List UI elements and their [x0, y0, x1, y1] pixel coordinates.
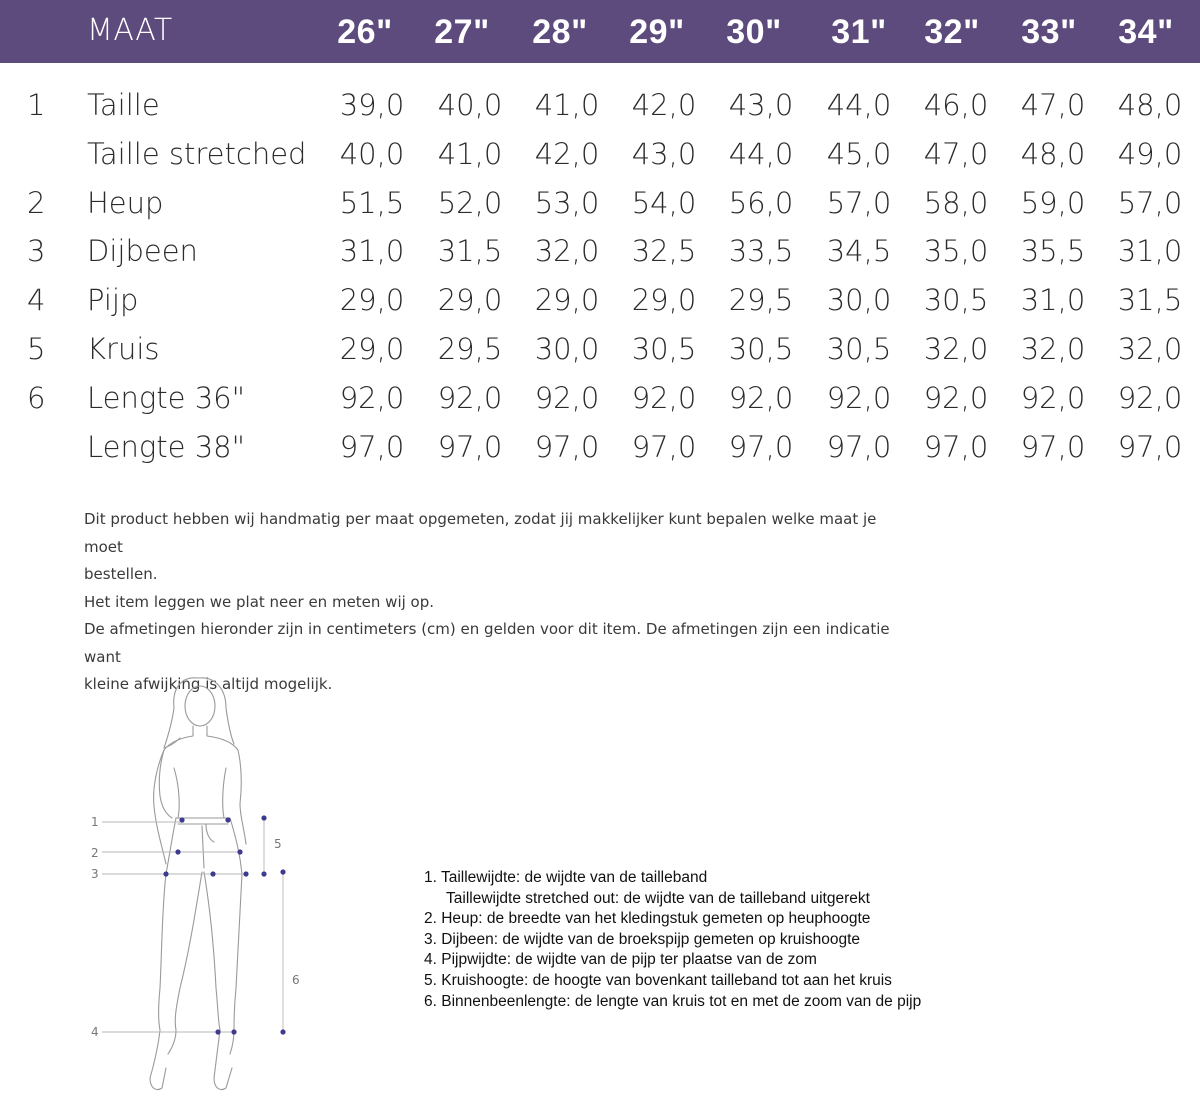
- size-column-34: 34": [1118, 13, 1174, 51]
- table-cell: 92,0: [923, 380, 989, 415]
- table-cell: 29,5: [437, 332, 503, 366]
- row-label: Heup: [87, 185, 164, 220]
- size-column-31: 31": [831, 13, 887, 51]
- size-column-32: 32": [924, 13, 980, 51]
- table-cell: 30,0: [826, 283, 892, 318]
- table-cell: 57,0: [826, 185, 892, 220]
- table-cell: 59,0: [1020, 185, 1086, 220]
- table-cell: 29,5: [728, 283, 794, 318]
- table-cell: 97,0: [728, 429, 794, 464]
- table-cell: 29,0: [339, 332, 405, 366]
- table-cell: 41,0: [437, 136, 503, 171]
- table-cell: 45,0: [826, 136, 892, 171]
- legend-item: 6. Binnenbeenlengte: de lengte van kruis tot en met de zoom van de pijp: [424, 992, 922, 1010]
- table-cell: 92,0: [631, 380, 697, 415]
- row-number: 5: [27, 332, 46, 366]
- table-cell: 48,0: [1117, 88, 1183, 122]
- figure-marker-1: 1: [91, 815, 99, 829]
- size-header-label: MAAT: [87, 13, 173, 48]
- table-cell: 52,0: [437, 185, 503, 220]
- table-cell: 43,0: [631, 136, 697, 171]
- table-cell: 92,0: [728, 380, 794, 415]
- table-cell: 51,5: [339, 185, 405, 220]
- table-cell: 54,0: [631, 185, 697, 220]
- table-cell: 32,0: [1117, 332, 1183, 366]
- table-cell: 97,0: [923, 429, 989, 464]
- row-label: Dijbeen: [87, 234, 198, 269]
- row-number: 6: [27, 380, 46, 415]
- table-cell: 29,0: [339, 283, 405, 318]
- table-cell: 30,0: [534, 332, 600, 366]
- note-line: bestellen.: [84, 565, 158, 583]
- table-cell: 31,0: [1117, 234, 1183, 269]
- note-line: Dit product hebben wij handmatig per maat opgemeten, zodat jij makkelijker kunt bepalen welke maat je moet: [84, 510, 877, 556]
- table-cell: 57,0: [1117, 185, 1183, 220]
- table-cell: 92,0: [1020, 380, 1086, 415]
- figure-marker-3: 3: [91, 867, 99, 881]
- row-label: Kruis: [87, 332, 160, 366]
- legend-item: 3. Dijbeen: de wijdte van de broekspijp gemeten op kruishoogte: [424, 930, 860, 948]
- table-cell: 97,0: [339, 429, 405, 464]
- table-cell: 97,0: [631, 429, 697, 464]
- row-label: Taille: [87, 88, 160, 122]
- table-row: [0, 234, 1200, 283]
- table-cell: 30,5: [923, 283, 989, 318]
- legend-item: 5. Kruishoogte: de hoogte van bovenkant tailleband tot aan het kruis: [424, 971, 892, 989]
- table-cell: 49,0: [1117, 136, 1183, 171]
- table-cell: 97,0: [1117, 429, 1183, 464]
- table-cell: 39,0: [339, 88, 405, 122]
- table-cell: 47,0: [1020, 88, 1086, 122]
- table-cell: 40,0: [339, 136, 405, 171]
- table-cell: 40,0: [437, 88, 503, 122]
- row-number: 4: [27, 283, 46, 318]
- table-cell: 31,0: [339, 234, 405, 269]
- table-cell: 31,5: [1117, 283, 1183, 318]
- table-cell: 34,5: [826, 234, 892, 269]
- legend-item: 4. Pijpwijdte: de wijdte van de pijp ter plaatse van de zom: [424, 951, 817, 969]
- table-cell: 56,0: [728, 185, 794, 220]
- table-cell: 30,5: [631, 332, 697, 366]
- size-column-27: 27": [434, 13, 490, 51]
- table-cell: 48,0: [1020, 136, 1086, 171]
- row-number: 3: [27, 234, 46, 269]
- table-cell: 92,0: [339, 380, 405, 415]
- table-cell: 31,5: [437, 234, 503, 269]
- table-cell: 43,0: [728, 88, 794, 122]
- table-cell: 32,0: [1020, 332, 1086, 366]
- table-cell: 32,0: [923, 332, 989, 366]
- note-line: kleine afwijking is altijd mogelijk.: [84, 675, 333, 693]
- row-number: 2: [27, 185, 46, 220]
- table-row: [0, 332, 1200, 381]
- table-cell: 92,0: [1117, 380, 1183, 415]
- row-label: Lengte 36": [87, 380, 245, 415]
- table-cell: 29,0: [534, 283, 600, 318]
- measurement-figure-illustration: [80, 668, 320, 1098]
- table-cell: 44,0: [826, 88, 892, 122]
- table-cell: 47,0: [923, 136, 989, 171]
- table-row: [0, 186, 1200, 235]
- table-cell: 42,0: [534, 136, 600, 171]
- note-line: Het item leggen we plat neer en meten wij op.: [84, 592, 435, 611]
- table-cell: 35,5: [1020, 234, 1086, 269]
- table-cell: 46,0: [923, 88, 989, 122]
- table-cell: 92,0: [437, 380, 503, 415]
- note-line: De afmetingen hieronder zijn in centimeters (cm) en gelden voor dit item. De afmetingen zijn een indicatie want: [84, 620, 890, 666]
- table-cell: 31,0: [1020, 283, 1086, 318]
- legend-item: 1. Taillewijdte: de wijdte van de tailleband: [424, 869, 708, 886]
- legend-item: Taillewijdte stretched out: de wijdte van de tailleband uitgerekt: [446, 889, 870, 907]
- table-cell: 29,0: [437, 283, 503, 318]
- table-row: [0, 283, 1200, 332]
- table-cell: 97,0: [534, 429, 600, 464]
- table-cell: 41,0: [534, 88, 600, 122]
- table-cell: 92,0: [826, 380, 892, 415]
- table-cell: 32,5: [631, 234, 697, 269]
- table-cell: 97,0: [437, 429, 503, 464]
- table-row: [0, 430, 1200, 479]
- table-row: [0, 137, 1200, 186]
- size-column-29: 29": [629, 13, 685, 51]
- size-table-header: [0, 0, 1200, 63]
- table-cell: 97,0: [1020, 429, 1086, 464]
- size-column-30: 30": [726, 13, 782, 51]
- measurement-legend: [424, 868, 1104, 1012]
- row-label: Taille stretched: [87, 136, 307, 171]
- figure-marker-2: 2: [91, 846, 99, 860]
- size-column-33: 33": [1021, 13, 1077, 51]
- size-column-28: 28": [532, 13, 588, 51]
- table-row: [0, 88, 1200, 137]
- table-cell: 44,0: [728, 136, 794, 171]
- figure-marker-4: 4: [91, 1025, 99, 1039]
- table-cell: 33,5: [728, 234, 794, 269]
- row-number: 1: [27, 88, 46, 122]
- size-column-26: 26": [337, 13, 393, 51]
- table-cell: 97,0: [826, 429, 892, 464]
- table-row: [0, 381, 1200, 430]
- row-label: Pijp: [87, 283, 139, 318]
- table-cell: 29,0: [631, 283, 697, 318]
- table-cell: 53,0: [534, 185, 600, 220]
- row-label: Lengte 38": [87, 429, 245, 464]
- table-cell: 32,0: [534, 234, 600, 269]
- table-cell: 42,0: [631, 88, 697, 122]
- table-cell: 30,5: [826, 332, 892, 366]
- figure-marker-5: 5: [274, 837, 282, 851]
- table-cell: 58,0: [923, 185, 989, 220]
- figure-marker-6: 6: [292, 973, 300, 987]
- table-cell: 30,5: [728, 332, 794, 366]
- table-cell: 92,0: [534, 380, 600, 415]
- table-cell: 35,0: [923, 234, 989, 269]
- legend-item: 2. Heup: de breedte van het kledingstuk gemeten op heuphoogte: [424, 910, 871, 928]
